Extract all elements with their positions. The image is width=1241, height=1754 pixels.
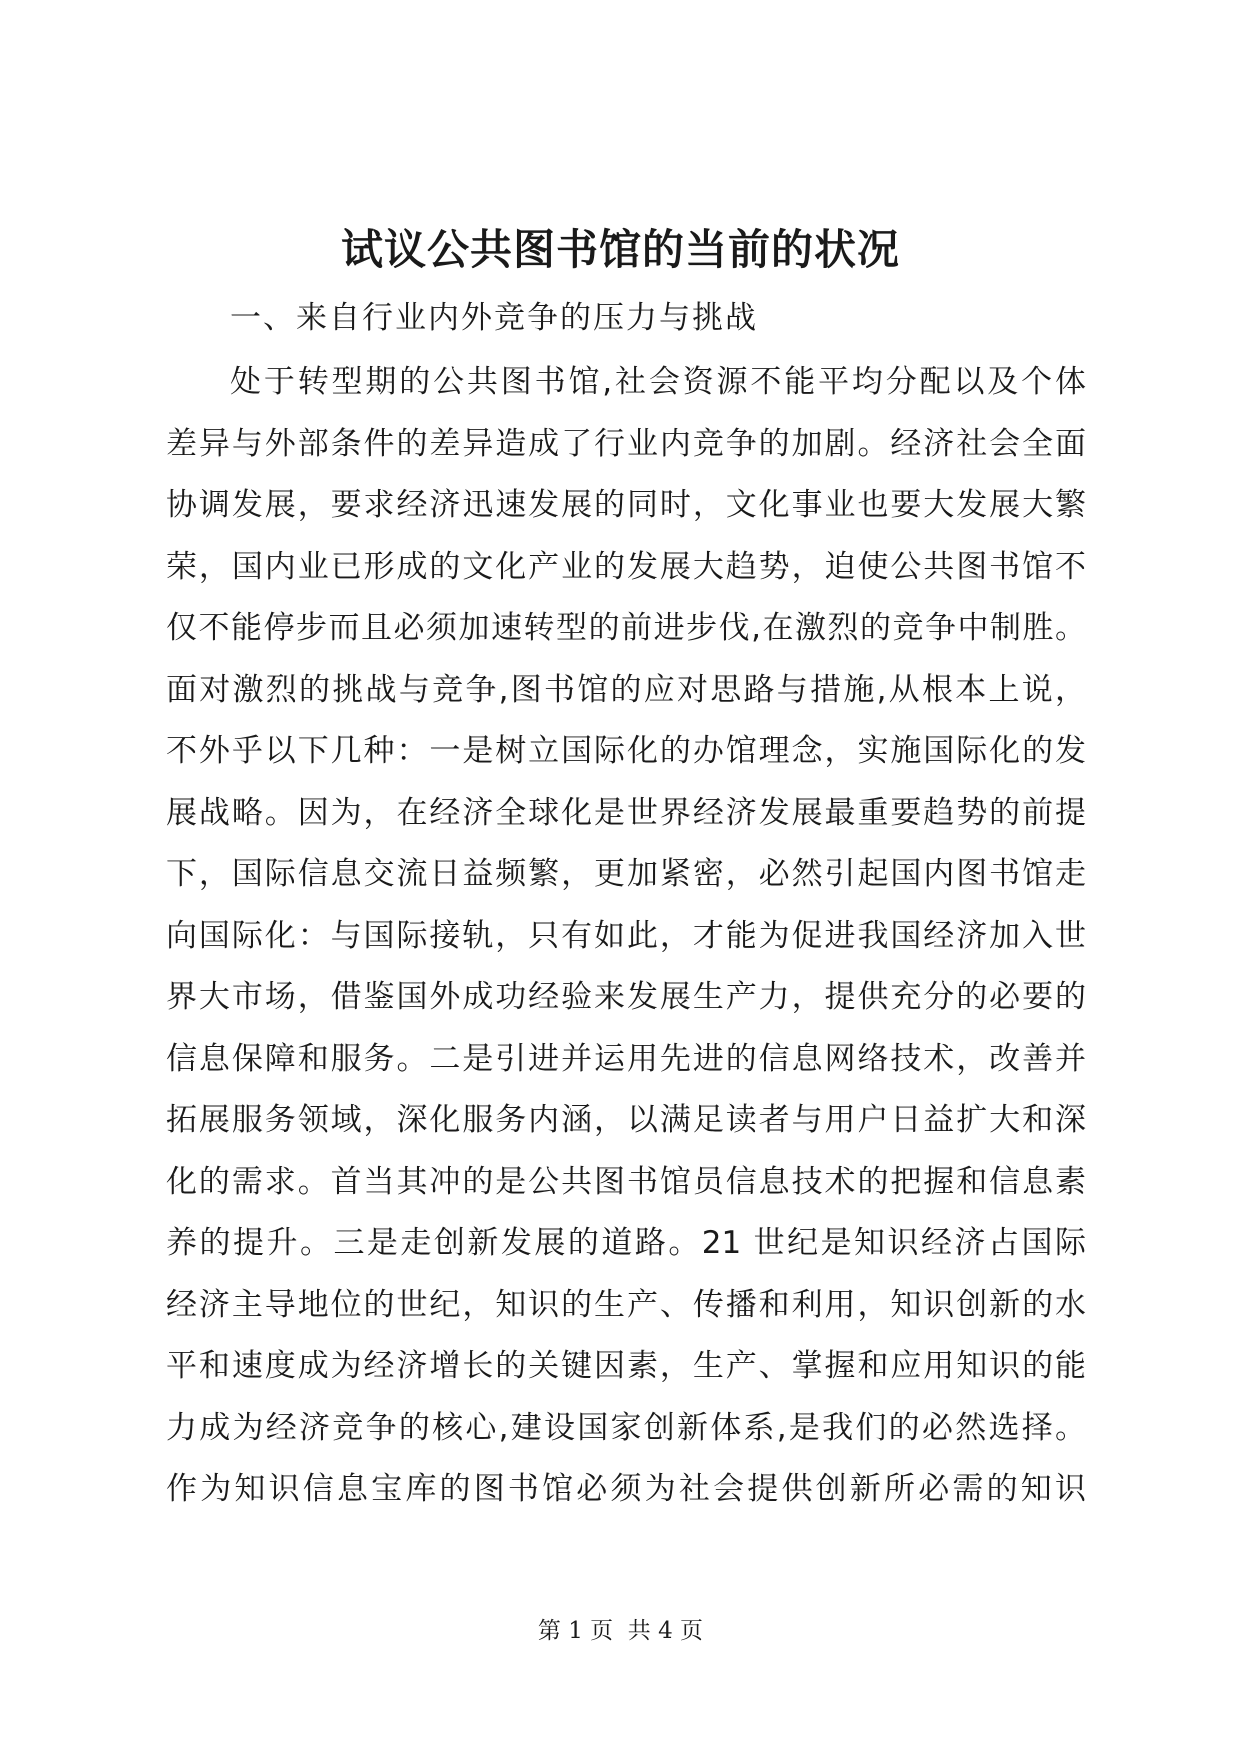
body-line: 不外乎以下几种：一是树立国际化的办馆理念，实施国际化的发	[166, 733, 1086, 769]
body-line: 处于转型期的公共图书馆,社会资源不能平均分配以及个体	[230, 364, 1086, 400]
body-line: 仅不能停步而且必须加速转型的前进步伐,在激烈的竞争中制胜。	[166, 610, 1086, 646]
page-footer: 第 1 页 共 4 页	[537, 1618, 704, 1644]
body-line: 展战略。因为，在经济全球化是世界经济发展最重要趋势的前提	[166, 794, 1086, 831]
body-line: 平和速度成为经济增长的关键因素，生产、掌握和应用知识的能	[166, 1348, 1086, 1384]
body-text	[166, 358, 1086, 1527]
body-line: 差异与外部条件的差异造成了行业内竞争的加剧。经济社会全面	[166, 425, 1086, 462]
body-line: 下，国际信息交流日益频繁，更加紧密，必然引起国内图书馆走	[166, 856, 1086, 892]
body-line: 向国际化：与国际接轨，只有如此，才能为促进我国经济加入世	[166, 917, 1086, 954]
body-line: 拓展服务领域，深化服务内涵，以满足读者与用户日益扩大和深	[166, 1102, 1086, 1138]
body-line: 荣，国内业已形成的文化产业的发展大趋势，迫使公共图书馆不	[166, 548, 1086, 585]
section-heading: 一、来自行业内外竞争的压力与挑战	[230, 300, 758, 336]
body-line: 力成为经济竞争的核心,建设国家创新体系,是我们的必然选择。	[166, 1409, 1086, 1446]
body-line: 信息保障和服务。二是引进并运用先进的信息网络技术，改善并	[166, 1040, 1086, 1077]
body-line: 面对激烈的挑战与竞争,图书馆的应对思路与措施,从根本上说，	[166, 671, 1086, 708]
body-line: 化的需求。首当其冲的是公共图书馆员信息技术的把握和信息素	[166, 1163, 1086, 1200]
body-line: 界大市场，借鉴国外成功经验来发展生产力，提供充分的必要的	[166, 979, 1086, 1015]
body-line: 协调发展，要求经济迅速发展的同时，文化事业也要大发展大繁	[166, 487, 1086, 523]
body-line: 养的提升。三是走创新发展的道路。21 世纪是知识经济占国际	[166, 1225, 1086, 1261]
body-line: 经济主导地位的世纪，知识的生产、传播和利用，知识创新的水	[166, 1286, 1086, 1323]
body-line: 作为知识信息宝库的图书馆必须为社会提供创新所必需的知识	[166, 1471, 1086, 1507]
document-title: 试议公共图书馆的当前的状况	[340, 225, 900, 274]
